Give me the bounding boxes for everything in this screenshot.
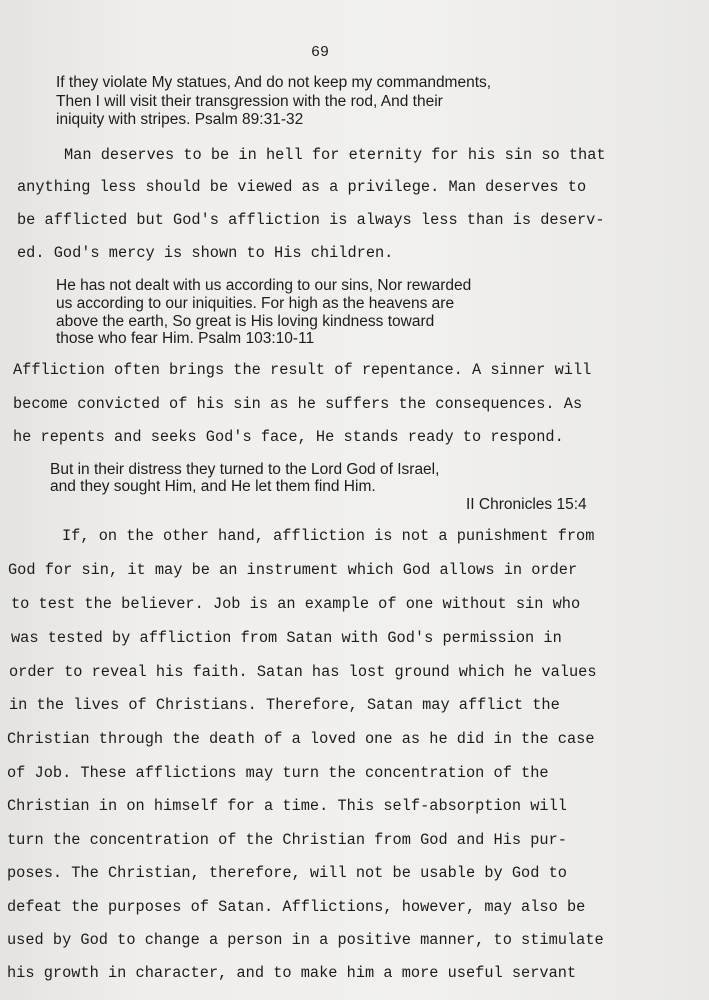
text-line: order to reveal his faith. Satan has lost ground which he values [9, 663, 597, 681]
quote-line: Then I will visit their transgression with the rod, And their [56, 93, 443, 110]
text-line: of Job. These afflictions may turn the concentration of the [7, 764, 549, 782]
quote-line: us according to our iniquities. For high as the heavens are [56, 295, 455, 312]
quote-line: and they sought Him, and He let them find Him. [50, 478, 376, 495]
text-line: Christian through the death of a loved one as he did in the case [7, 730, 595, 748]
text-line: used by God to change a person in a positive manner, to stimulate [7, 931, 604, 949]
text-line: God for sin, it may be an instrument which God allows in order [8, 561, 578, 579]
quote-line: above the earth, So great is His loving kindness toward [56, 313, 435, 330]
quote-line: He has not dealt with us according to our sins, Nor rewarded [56, 277, 472, 294]
quote-line: iniquity with stripes. Psalm 89:31-32 [56, 111, 304, 128]
text-line: Affliction often brings the result of repentance. A sinner will [13, 361, 592, 379]
text-line: become convicted of his sin as he suffers the consequences. As [13, 395, 583, 413]
text-line: to test the believer. Job is an example of one without sin who [11, 595, 581, 613]
text-line: defeat the purposes of Satan. Afflictions, however, may also be [7, 898, 586, 916]
text-line: ed. God's mercy is shown to His children. [17, 244, 394, 262]
text-line: turn the concentration of the Christian from God and His pur- [7, 831, 567, 849]
quote-line: those who fear Him. Psalm 103:10-11 [56, 330, 315, 347]
text-line: If, on the other hand, affliction is not a punishment from [62, 527, 595, 545]
text-line: he repents and seeks God's face, He stands ready to respond. [13, 428, 564, 446]
text-line: was tested by affliction from Satan with God's permission in [11, 629, 562, 647]
text-line: be afflicted but God's affliction is always less than is deserv- [17, 211, 605, 229]
page-number: 69 [311, 44, 330, 61]
text-line: his growth in character, and to make him a more useful servant [7, 964, 577, 982]
text-line: anything less should be viewed as a privilege. Man deserves to [17, 178, 587, 196]
text-line: Christian in on himself for a time. This self-absorption will [7, 797, 567, 815]
text-line: poses. The Christian, therefore, will not be usable by God to [7, 864, 567, 882]
text-line: Man deserves to be in hell for eternity for his sin so that [64, 146, 606, 164]
text-line: in the lives of Christians. Therefore, Satan may afflict the [9, 696, 560, 714]
quote-reference: II Chronicles 15:4 [466, 496, 587, 513]
quote-line: But in their distress they turned to the Lord God of Israel, [50, 461, 440, 478]
quote-line: If they violate My statues, And do not keep my commandments, [56, 74, 492, 91]
